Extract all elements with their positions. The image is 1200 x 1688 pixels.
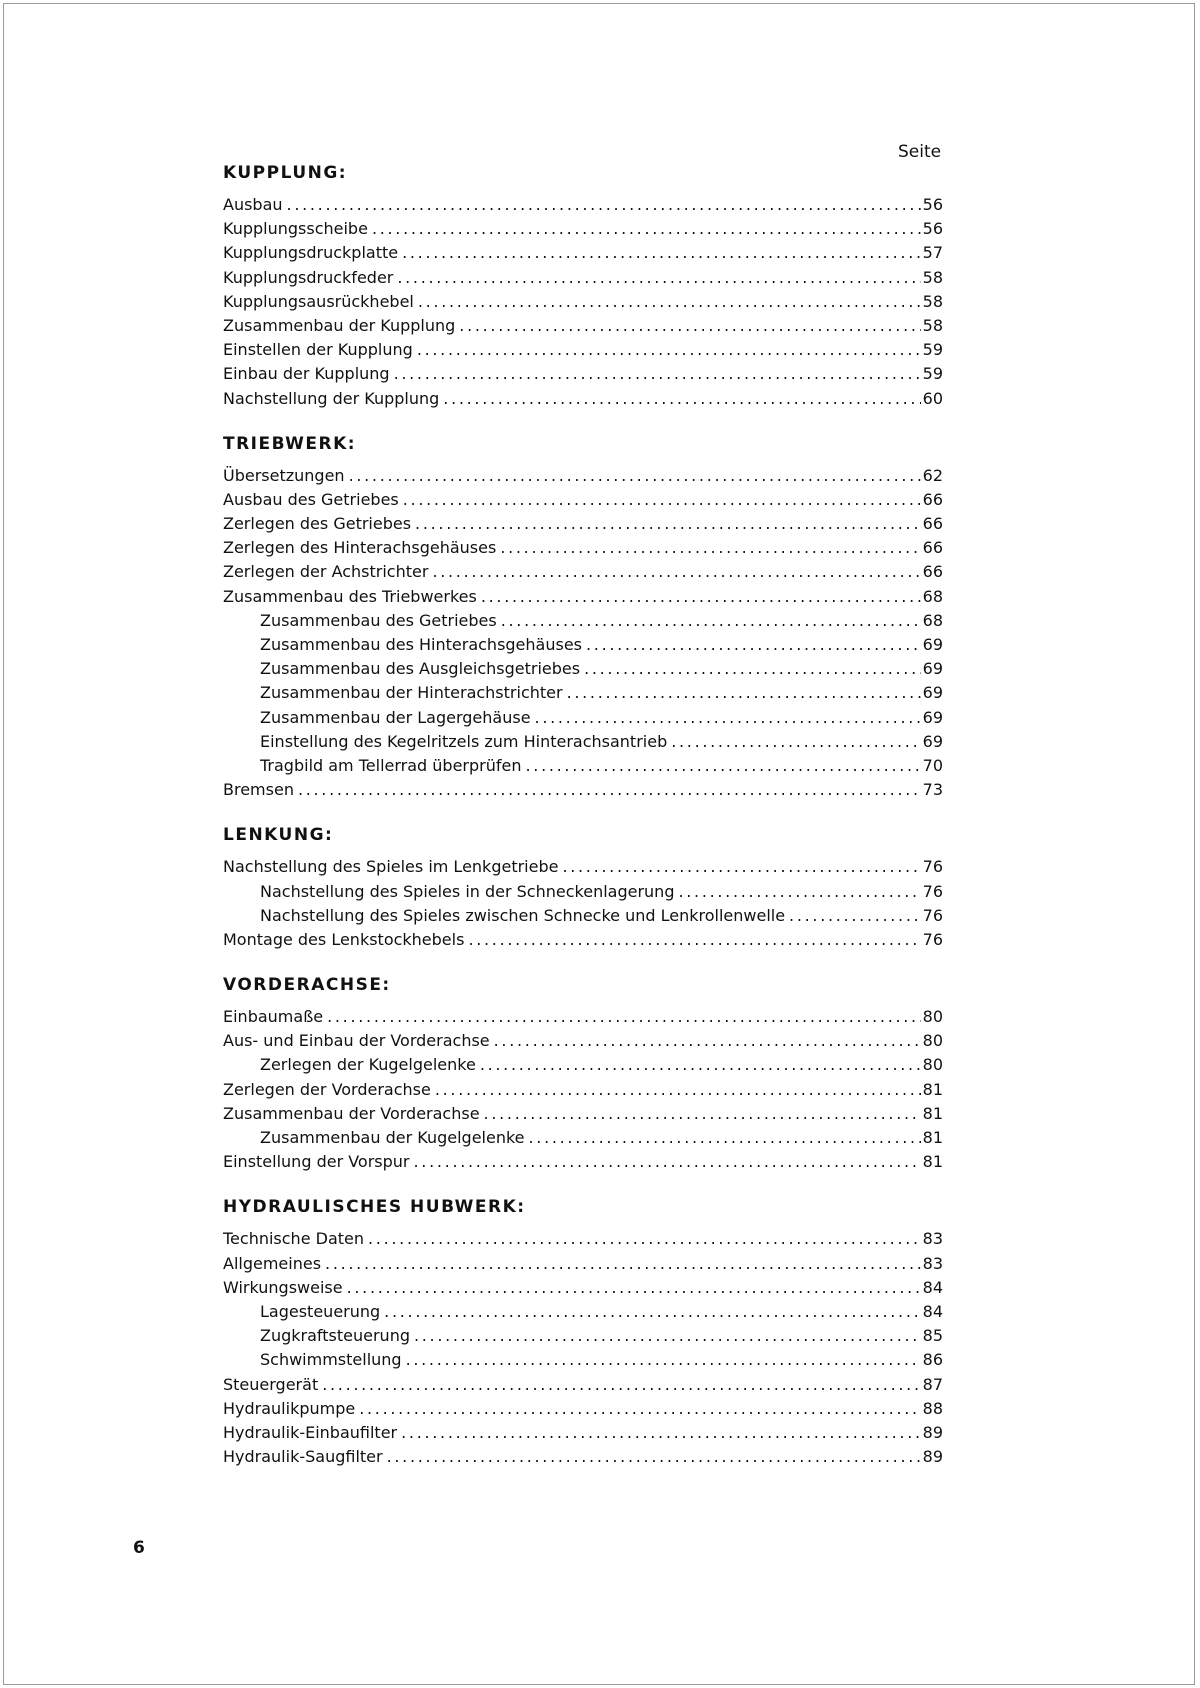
entry-page-number: 68 (922, 586, 943, 606)
entry-label: Kupplungsdruckplatte (223, 243, 399, 263)
entry-label: Technische Daten (223, 1229, 365, 1249)
entry-page-number: 58 (922, 267, 943, 287)
entry-page-number: 56 (922, 219, 943, 239)
toc-entry (223, 338, 943, 362)
entry-label: Zusammenbau der Kugelgelenke (260, 1128, 525, 1147)
dot-leader (322, 1373, 920, 1397)
entry-label: Zusammenbau des Hinterachsgehäuses (260, 635, 582, 654)
entry-page-number: 69 (922, 731, 943, 751)
toc-entry (223, 855, 943, 879)
entry-page-number: 59 (922, 340, 943, 360)
toc-subentry (223, 880, 943, 904)
entry-label: Bremsen (223, 780, 294, 800)
entry-label: Einstellung der Vorspur (223, 1152, 410, 1172)
entry-label: Schwimmstellung (260, 1350, 402, 1370)
entry-label: Nachstellung der Kupplung (223, 388, 440, 408)
entry-page-number: 84 (922, 1277, 943, 1297)
entry-label: Zerlegen der Vorderachse (223, 1079, 431, 1099)
entry-label: Einstellung des Kegelritzels zum Hinterachsantrieb (260, 731, 668, 751)
dot-leader (415, 512, 921, 536)
entry-page-number: 69 (922, 707, 943, 727)
dot-leader (435, 1078, 921, 1102)
toc-section (223, 823, 943, 952)
entry-label: Ausbau (223, 195, 283, 214)
entry-page-number: 83 (922, 1229, 943, 1249)
entry-page-number: 59 (922, 364, 943, 384)
entry-page-number: 58 (922, 291, 943, 311)
entry-label: Zusammenbau der Vorderachse (223, 1103, 480, 1123)
dot-leader (500, 536, 920, 560)
dot-leader (414, 1150, 921, 1174)
entry-page-number: 76 (922, 929, 943, 949)
dot-leader (584, 657, 921, 681)
toc-subentry (223, 1300, 943, 1324)
dot-leader (403, 488, 921, 512)
entry-page-number: 81 (922, 1103, 943, 1123)
toc-entry (223, 1276, 943, 1300)
toc-entry (223, 266, 943, 290)
entry-label: Zusammenbau des Ausgleichsgetriebes (260, 659, 581, 679)
entry-label: Nachstellung des Spieles zwischen Schnecke und Lenkrollenwelle (260, 905, 786, 925)
dot-leader (368, 1227, 921, 1251)
entry-page-number: 76 (922, 881, 943, 901)
entry-label: Nachstellung des Spieles im Lenkgetriebe (223, 857, 559, 877)
toc-entry (223, 464, 943, 488)
dot-leader (481, 585, 921, 609)
entry-label: Steuergerät (223, 1374, 319, 1394)
toc-entry (223, 1445, 943, 1469)
entry-page-number: 68 (922, 610, 943, 630)
entry-page-number: 69 (922, 659, 943, 679)
toc-subentry (223, 1348, 943, 1372)
entry-page-number: 62 (922, 465, 943, 485)
dot-leader (349, 464, 921, 488)
entry-page-number: 73 (922, 780, 943, 800)
entry-label: Zerlegen des Hinterachsgehäuses (223, 538, 497, 558)
dot-leader (529, 1126, 921, 1150)
dot-leader (418, 290, 921, 314)
dot-leader (562, 855, 920, 879)
toc-entry (223, 1227, 943, 1251)
dot-leader (789, 904, 921, 928)
entry-page-number: 57 (922, 243, 943, 263)
entry-label: Montage des Lenkstockhebels (223, 929, 465, 949)
entry-label: Nachstellung des Spieles in der Schneckenlagerung (260, 881, 675, 901)
toc-entry (223, 585, 943, 609)
section-heading: KUPPLUNG: (223, 163, 348, 183)
toc-entry (223, 314, 943, 338)
entry-label: Zusammenbau der Lagergehäuse (260, 707, 531, 727)
toc-subentry (223, 1126, 943, 1150)
dot-leader (298, 778, 921, 802)
entry-page-number: 89 (922, 1422, 943, 1442)
entry-page-number: 86 (922, 1350, 943, 1370)
dot-leader (671, 730, 920, 754)
toc-subentry (223, 633, 943, 657)
dot-leader (535, 706, 921, 730)
entry-page-number: 58 (922, 315, 943, 335)
dot-leader (432, 560, 920, 584)
section-heading: VORDERACHSE: (223, 975, 391, 996)
entry-label: Ausbau des Getriebes (223, 489, 399, 509)
entry-label: Hydraulikpumpe (223, 1398, 356, 1418)
entry-page-number: 76 (922, 905, 943, 925)
dot-leader (494, 1029, 921, 1053)
entry-label: Einbau der Kupplung (223, 364, 390, 384)
section-heading: HYDRAULISCHES HUBWERK: (223, 1197, 526, 1218)
dot-leader (468, 928, 920, 952)
entry-page-number: 84 (922, 1301, 943, 1321)
toc-entry (223, 1150, 943, 1174)
dot-leader (347, 1276, 921, 1300)
toc-entry (223, 1421, 943, 1445)
toc-entry (223, 217, 943, 241)
toc-entry (223, 1397, 943, 1421)
toc-section (223, 973, 943, 1174)
entry-label: Aus- und Einbau der Vorderachse (223, 1031, 490, 1051)
dot-leader (287, 193, 921, 217)
section-heading: TRIEBWERK: (223, 433, 357, 454)
toc-entry (223, 1078, 943, 1102)
entry-label: Kupplungsdruckfeder (223, 267, 394, 287)
dot-leader (567, 681, 921, 705)
dot-leader (325, 1252, 921, 1276)
entry-page-number: 76 (922, 857, 943, 877)
entry-label: Zusammenbau des Triebwerkes (223, 586, 477, 606)
page-column-header: Seite (898, 142, 942, 162)
entry-label: Zugkraftsteuerung (260, 1326, 410, 1346)
toc-entry (223, 1373, 943, 1397)
entry-label: Tragbild am Tellerrad überprüfen (260, 755, 522, 775)
entry-page-number: 80 (922, 1007, 943, 1027)
toc-entry (223, 387, 943, 411)
toc-subentry (223, 609, 943, 633)
toc-entry (223, 928, 943, 952)
entry-label: Zusammenbau des Getriebes (260, 610, 497, 630)
dot-leader (501, 609, 921, 633)
entry-label: Kupplungsscheibe (223, 219, 368, 239)
toc-entry (223, 512, 943, 536)
toc-section (223, 161, 943, 411)
toc-subentry (223, 904, 943, 928)
entry-label: Zerlegen der Kugelgelenke (260, 1055, 476, 1075)
entry-page-number: 85 (922, 1326, 943, 1346)
toc-entry (223, 488, 943, 512)
entry-page-number: 81 (922, 1128, 943, 1147)
toc-subentry (223, 657, 943, 681)
dot-leader (384, 1300, 920, 1324)
toc-entry (223, 536, 943, 560)
toc-entry (223, 290, 943, 314)
entry-page-number: 80 (922, 1055, 943, 1075)
dot-leader (327, 1005, 921, 1029)
entry-label: Zusammenbau der Hinterachstrichter (260, 683, 563, 703)
toc-entry (223, 1005, 943, 1029)
toc-entry (223, 560, 943, 584)
dot-leader (401, 1421, 921, 1445)
entry-page-number: 66 (922, 562, 943, 582)
dot-leader (372, 217, 921, 241)
entry-label: Einbaumaße (223, 1007, 324, 1027)
toc-subentry (223, 1053, 943, 1077)
entry-page-number: 81 (922, 1152, 943, 1172)
toc-entry (223, 1252, 943, 1276)
entry-label: Zusammenbau der Kupplung (223, 315, 456, 335)
dot-leader (484, 1102, 921, 1126)
entry-page-number: 83 (922, 1253, 943, 1273)
dot-leader (406, 1348, 921, 1372)
entry-page-number: 66 (922, 538, 943, 558)
toc-entry (223, 193, 943, 217)
toc-entry (223, 241, 943, 265)
entry-page-number: 80 (922, 1031, 943, 1051)
toc-subentry (223, 1324, 943, 1348)
entry-page-number: 69 (922, 683, 943, 703)
entry-label: Zerlegen des Getriebes (223, 514, 412, 534)
entry-label: Wirkungsweise (223, 1277, 343, 1297)
toc-subentry (223, 754, 943, 778)
entry-label: Übersetzungen (223, 465, 345, 485)
toc-entry (223, 778, 943, 802)
dot-leader (459, 314, 920, 338)
dot-leader (359, 1397, 920, 1421)
entry-label: Allgemeines (223, 1253, 322, 1273)
toc-entry (223, 1102, 943, 1126)
entry-label: Lagesteuerung (260, 1301, 381, 1321)
entry-page-number: 69 (922, 635, 943, 654)
entry-page-number: 87 (922, 1374, 943, 1394)
dot-leader (394, 362, 921, 386)
toc-subentry (223, 681, 943, 705)
entry-page-number: 60 (922, 388, 943, 408)
page-number: 6 (133, 1538, 145, 1558)
entry-page-number: 70 (922, 755, 943, 775)
dot-leader (402, 241, 921, 265)
entry-label: Einstellen der Kupplung (223, 340, 413, 360)
entry-label: Kupplungsausrückhebel (223, 291, 414, 311)
toc-subentry (223, 706, 943, 730)
table-of-contents (223, 161, 943, 1490)
entry-page-number: 81 (922, 1079, 943, 1099)
entry-page-number: 66 (922, 489, 943, 509)
entry-label: Hydraulik-Saugfilter (223, 1447, 383, 1467)
dot-leader (526, 754, 921, 778)
toc-subentry (223, 730, 943, 754)
toc-section (223, 432, 943, 803)
entry-page-number: 88 (922, 1398, 943, 1418)
dot-leader (414, 1324, 921, 1348)
entry-page-number: 56 (922, 195, 943, 214)
dot-leader (586, 633, 921, 657)
entry-page-number: 66 (922, 514, 943, 534)
dot-leader (387, 1445, 921, 1469)
section-heading: LENKUNG: (223, 825, 334, 846)
toc-entry (223, 362, 943, 386)
dot-leader (397, 266, 920, 290)
entry-label: Zerlegen der Achstrichter (223, 562, 429, 582)
dot-leader (417, 338, 921, 362)
dot-leader (678, 880, 920, 904)
toc-section (223, 1195, 943, 1469)
entry-page-number: 89 (922, 1447, 943, 1467)
dot-leader (480, 1053, 921, 1077)
entry-label: Hydraulik-Einbaufilter (223, 1422, 398, 1442)
toc-entry (223, 1029, 943, 1053)
dot-leader (443, 387, 920, 411)
